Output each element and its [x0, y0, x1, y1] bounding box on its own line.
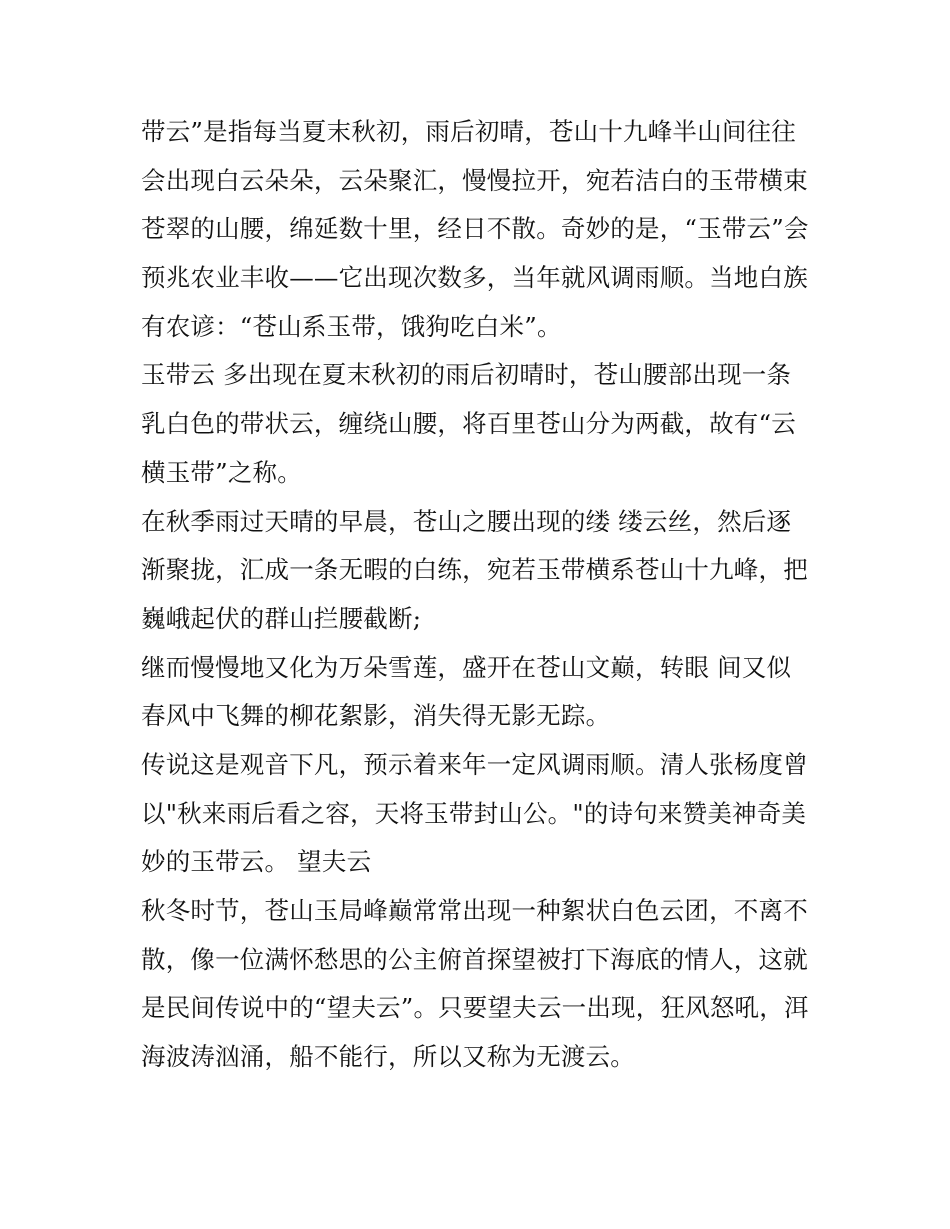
text-line: 继而慢慢地又化为万朵雪莲，盛开在苍山文巅，转眼 间又似 — [141, 652, 792, 682]
text-line: 春风中飞舞的柳花絮影，消失得无影无踪。 — [141, 701, 611, 731]
document-body — [141, 108, 813, 1082]
text-line: 苍翠的山腰，绵延数十里，经日不散。奇妙的是，“玉带云”会 — [141, 214, 809, 244]
text-line: 巍峨起伏的群山拦腰截断; — [141, 603, 422, 633]
text-line: 渐聚拢，汇成一条无暇的白练，宛若玉带横系苍山十九峰，把 — [141, 555, 808, 585]
text-line: 散，像一位满怀愁思的公主俯首探望被打下海底的情人，这就 — [141, 944, 808, 974]
text-line: 横玉带”之称。 — [141, 457, 302, 487]
text-line: 玉带云 多出现在夏末秋初的雨后初晴时，苍山腰部出现一条 — [141, 360, 792, 390]
text-line: 妙的玉带云。 望夫云 — [141, 847, 372, 877]
text-line: 会出现白云朵朵，云朵聚汇，慢慢拉开，宛若洁白的玉带横束 — [141, 165, 808, 195]
text-line: 是民间传说中的“望夫云”。只要望夫云一出现，狂风怒吼，洱 — [141, 993, 809, 1023]
text-line: 在秋季雨过天晴的早晨，苍山之腰出现的缕 缕云丝，然后逐 — [141, 506, 792, 536]
text-line: 预兆农业丰收——它出现次数多，当年就风调雨顺。当地白族 — [141, 263, 808, 293]
text-line: 秋冬时节，苍山玉局峰巅常常出现一种絮状白色云团，不离不 — [141, 896, 808, 925]
text-line: 以"秋来雨后看之容，天将玉带封山公。"的诗句来赞美神奇美 — [141, 798, 807, 828]
text-line: 有农谚：“苍山系玉带，饿狗吃白米”。 — [141, 311, 562, 341]
text-line: 乳白色的带状云，缠绕山腰，将百里苍山分为两截，故有“云 — [141, 409, 796, 439]
text-line: 传说这是观音下凡，预示着来年一定风调雨顺。清人张杨度曾 — [141, 749, 808, 779]
text-line: 海波涛汹涌，船不能行，所以又称为无渡云。 — [141, 1042, 635, 1072]
text-line: 带云”是指每当夏末秋初，雨后初晴，苍山十九峰半山间往往 — [141, 117, 796, 146]
